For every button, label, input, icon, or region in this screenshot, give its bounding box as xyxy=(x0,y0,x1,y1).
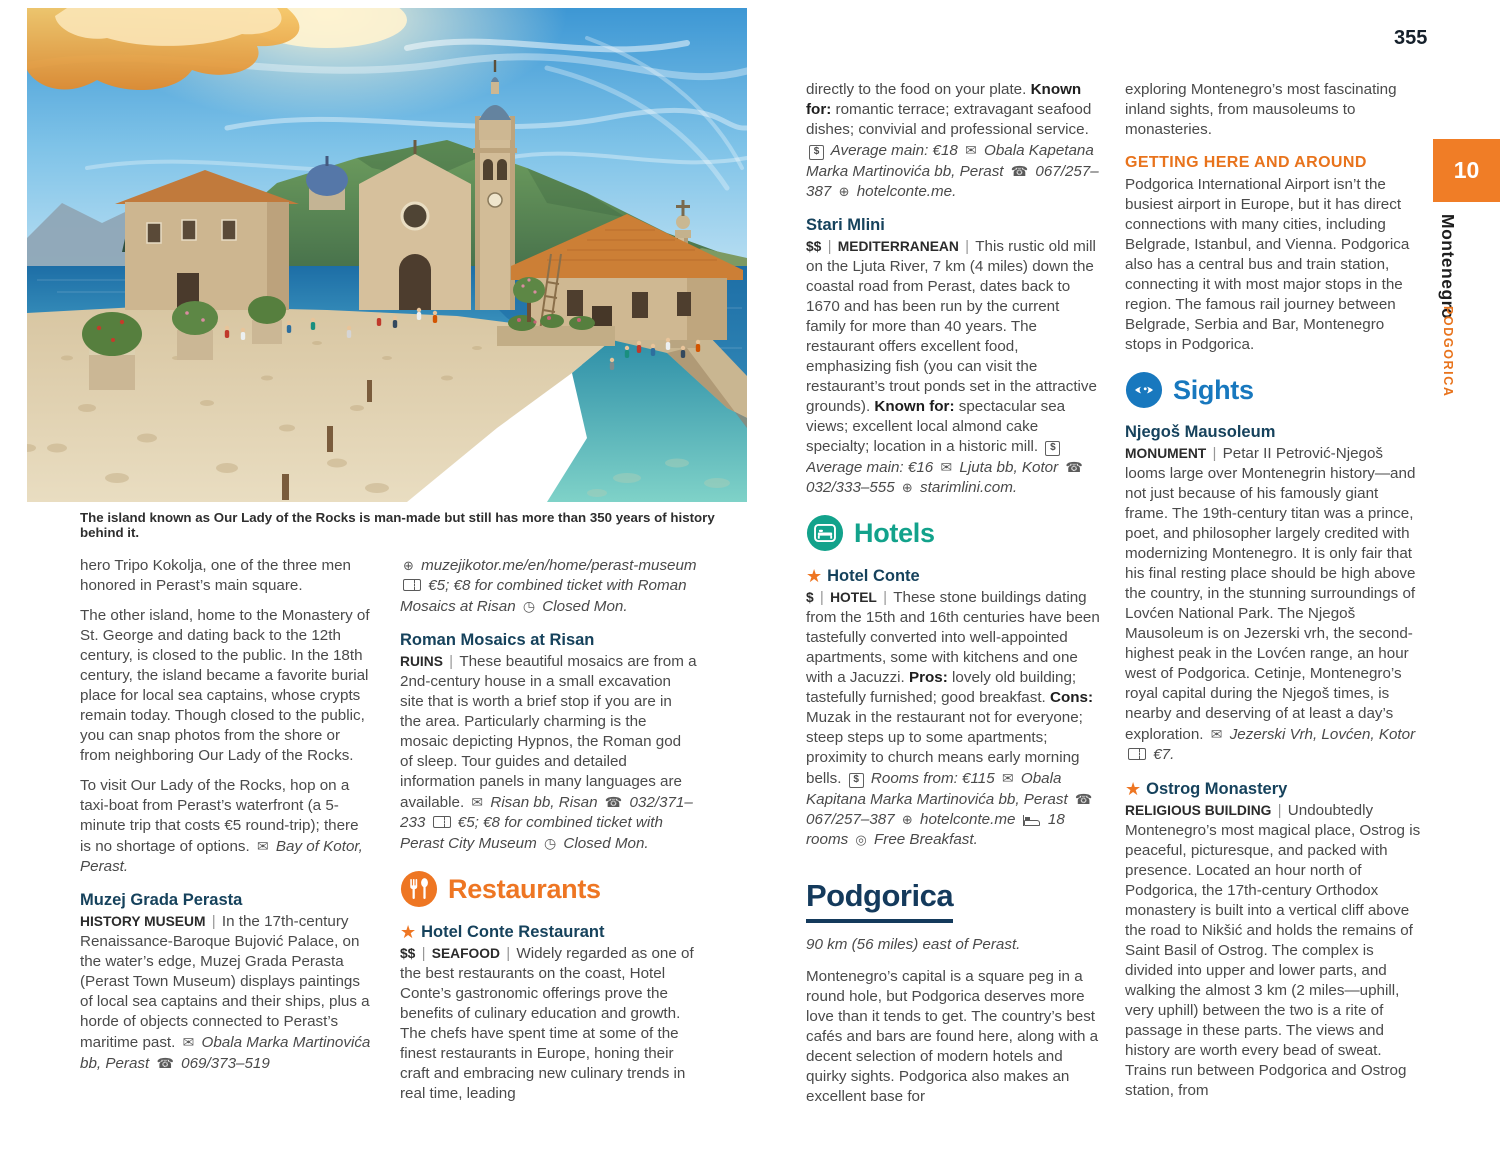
text-run: | xyxy=(1273,802,1286,819)
web-icon: ⊕ xyxy=(901,812,913,827)
listing-title-stari-mlini: Stari Mlini xyxy=(806,216,885,234)
text-run: 067/257–387 xyxy=(806,811,899,828)
text-run: hotelconte.me. xyxy=(852,183,957,200)
text-run: | xyxy=(207,913,220,930)
phone-icon: ☎ xyxy=(156,1055,174,1071)
listing-paragraph xyxy=(400,652,697,854)
listing-paragraph xyxy=(806,237,1103,498)
text-run: starimlini.com. xyxy=(915,479,1018,496)
paragraph xyxy=(1125,175,1422,355)
text-column-1 xyxy=(80,556,373,1141)
phone-icon: ☎ xyxy=(1010,163,1029,179)
section-header-restaurants xyxy=(400,870,697,908)
distance-note xyxy=(806,935,1103,955)
text-run: Average main: €18 xyxy=(827,142,963,159)
chapter-name-vertical: Montenegro xyxy=(1438,214,1458,320)
text-run: | xyxy=(501,945,515,962)
text-run: hero Tripo Kokolja, one of the three men honored in Perast’s main square. xyxy=(80,557,352,594)
text-run: Bay of Kotor, Perast. xyxy=(80,838,363,875)
listing-paragraph-continuation xyxy=(806,80,1103,202)
price-icon: $ xyxy=(1045,441,1060,456)
listing-title-roman-mosaics: Roman Mosaics at Risan xyxy=(400,631,595,649)
photo-caption: The island known as Our Lady of the Rocks is man-made but still has more than 350 years of history behind it. xyxy=(80,510,715,540)
text-run: $ xyxy=(806,590,814,605)
web-icon: ⊕ xyxy=(403,558,414,573)
chapter-tab xyxy=(1433,139,1500,202)
price-icon: $ xyxy=(809,145,824,160)
text-run: 069/373–519 xyxy=(176,1055,270,1072)
island-photo xyxy=(27,8,747,502)
text-run: muzejikotor.me/en/home/perast-museum xyxy=(416,557,697,574)
phone-icon: ☎ xyxy=(1065,459,1083,475)
text-run: 032/333–555 xyxy=(806,479,899,496)
listing-paragraph xyxy=(400,944,697,1104)
web-icon: ⊕ xyxy=(901,480,913,495)
listing-title-text: Hotel Conte Restaurant xyxy=(421,923,605,941)
restaurants-icon xyxy=(400,870,438,908)
text-run: 032/371–233 xyxy=(400,794,693,831)
clock-icon: ◷ xyxy=(522,598,536,614)
text-run: Free Breakfast. xyxy=(869,831,978,848)
listing-title-text: Hotel Conte xyxy=(827,567,920,585)
text-run: Cons: xyxy=(1050,689,1094,706)
section-header-hotels xyxy=(806,514,1103,552)
text-run: Risan bb, Risan xyxy=(486,794,602,811)
text-run: | xyxy=(815,589,829,606)
text-run: HISTORY MUSEUM xyxy=(80,914,206,929)
sights-icon xyxy=(1125,371,1163,409)
text-run: | xyxy=(878,589,892,606)
text-run: 18 rooms xyxy=(806,811,1065,848)
envelope-icon: ✉ xyxy=(1210,726,1223,742)
text-run: €5; €8 for combined ticket with Roman Mosaics at Risan xyxy=(400,577,687,615)
text-run: To visit Our Lady of the Rocks, hop on a taxi-boat from Perast’s waterfront (a 5-minute trip that costs €5 round-trip); there is no shortage of options. xyxy=(80,777,359,855)
text-run: Petar II Petrović-Njegoš looms large over Montenegrin history—and not just because of his famously giant frame. The 19th-century titan was a prince, poet, and philosopher largely credited with modernizing Montenegro. It is only fair that his final resting place should be high above the country, in the stunning surroundings of Lovćen National Park. The Njegoš Mausoleum is on Jezerski vrh, the second-highest peak in the Lovćen range, an hour west of Podgorica. Cetinje, Montenegro’s royal capital during the Njegoš times, is nearby and deserving of at least a day’s exploration. xyxy=(1125,445,1416,743)
subsection-getting-here: GETTING HERE AND AROUND xyxy=(1125,154,1367,171)
listing-paragraph xyxy=(1125,801,1422,1101)
listing-contact-continuation xyxy=(400,556,697,617)
listing-title-muzej-grada-perasta: Muzej Grada Perasta xyxy=(80,891,243,909)
text-run: Obala Kapitana Marka Martinovića bb, Perast xyxy=(806,770,1072,808)
text-run: MEDITERRANEAN xyxy=(837,239,959,254)
text-column-2 xyxy=(400,556,697,1141)
meal-icon: ◎ xyxy=(855,832,867,847)
text-run: spectacular sea views; excellent local almond cake specialty; location in a historic mill. xyxy=(806,398,1066,455)
text-run: Closed Mon. xyxy=(559,835,649,852)
text-run: €5; €8 for combined ticket with Perast City Museum xyxy=(400,814,663,852)
text-run: MONUMENT xyxy=(1125,446,1207,461)
section-name-vertical: PODGORICA xyxy=(1441,306,1455,398)
text-run: Obala Kapetana Marka Martinovića bb, Perast xyxy=(806,142,1094,180)
text-run: RELIGIOUS BUILDING xyxy=(1125,803,1272,818)
web-icon: ⊕ xyxy=(838,184,850,199)
text-run: Ljuta bb, Kotor xyxy=(955,459,1063,476)
envelope-icon: ✉ xyxy=(256,838,269,854)
text-run: Closed Mon. xyxy=(538,598,628,615)
listing-title-text: Ostrog Monastery xyxy=(1146,780,1288,798)
text-run: exploring Montenegro’s most fascinating inland sights, from mausoleums to monasteries. xyxy=(1125,81,1397,138)
our-lady-of-the-rocks-illustration xyxy=(27,8,747,502)
text-run: Known for: xyxy=(874,398,955,415)
envelope-icon: ✉ xyxy=(965,142,977,158)
ticket-icon xyxy=(433,816,451,828)
text-run: Montenegro’s capital is a square peg in a round hole, but Podgorica deserves more love than it tends to get. The country’s best cafés and bars are found here, along with a decent selection of modern hotels and quirky sights. Podgorica also makes an excellent base for xyxy=(806,968,1099,1105)
listing-title-hotel-conte xyxy=(806,565,1103,586)
text-run: | xyxy=(823,238,836,255)
envelope-icon: ✉ xyxy=(940,459,953,475)
paragraph xyxy=(80,606,373,766)
text-run: These beautiful mosaics are from a 2nd-century house in a small excavation site that is worth a brief stop if you are in the area. Particularly charming is the mosaic depicting Hypnos, the Roman god of sleep. Tour guides and detailed information panels in many languages are available. xyxy=(400,653,697,811)
text-run: Obala Marka Martinovića bb, Perast xyxy=(80,1034,371,1072)
text-run: Muzak in the restaurant not for everyone; steep steps up to some apartments; proximity to church means early morning bells. xyxy=(806,709,1083,787)
text-run: 90 km (56 miles) east of Perast. xyxy=(806,936,1021,953)
text-run: Undoubtedly Montenegro’s most magical place, Ostrog is peaceful, picturesque, and packed with presence. Located an hour north of Podgorica, the 17th-century Orthodox monastery is built into a vertical cliff above the road to Nikšić and holds the remains of Saint Basil of Ostrog. The complex is divided into upper and lower parts, and walking the almost 3 km (2 miles—uphill, very uphill) between the two is a rite of passage in these parts. The views and history are worth every bead of sweat. Trains run between Podgorica and Ostrog station, from xyxy=(1125,802,1421,1099)
text-run: $$ xyxy=(806,239,822,254)
listing-paragraph xyxy=(80,912,373,1074)
listing-paragraph xyxy=(806,588,1103,850)
listing-paragraph xyxy=(1125,444,1422,765)
text-run: Average main: €16 xyxy=(806,459,938,476)
price-icon: $ xyxy=(849,773,864,788)
ticket-icon xyxy=(1128,748,1146,760)
page-number: 355 xyxy=(1394,27,1428,49)
section-title: Sights xyxy=(1173,374,1254,405)
chapter-number: 10 xyxy=(1453,157,1480,183)
text-run: In the 17th-century Renaissance-Baroque Bujović Palace, on the water’s edge, Muzej Grada Perasta (Perast Town Museum) displays paintings of local sea captains and their ships, plus a horde of objects connected to Perast’s maritime past. xyxy=(80,913,370,1051)
section-title: Restaurants xyxy=(448,873,601,904)
hotels-icon xyxy=(806,514,844,552)
envelope-icon: ✉ xyxy=(1001,770,1014,786)
section-header-sights xyxy=(1125,371,1422,409)
envelope-icon: ✉ xyxy=(182,1034,195,1050)
paragraph xyxy=(806,967,1103,1107)
listing-title-hotel-conte-restaurant xyxy=(400,921,697,942)
text-column-4 xyxy=(1125,80,1422,1142)
text-run: romantic terrace; extravagant seafood dishes; convivial and professional service. xyxy=(806,101,1092,138)
fodors-choice-star-icon: ★ xyxy=(400,922,417,942)
text-run: hotelconte.me xyxy=(915,811,1020,828)
text-run: | xyxy=(960,238,974,255)
clock-icon: ◷ xyxy=(543,835,557,851)
envelope-icon: ✉ xyxy=(471,794,484,810)
city-title-podgorica: Podgorica xyxy=(806,880,953,923)
text-run: | xyxy=(444,653,458,670)
ticket-icon xyxy=(403,579,421,591)
text-run: | xyxy=(1208,445,1221,462)
paragraph xyxy=(80,776,373,877)
text-run: HOTEL xyxy=(830,590,877,605)
paragraph xyxy=(80,556,373,596)
text-run: Jezerski Vrh, Lovćen, Kotor xyxy=(1225,726,1416,743)
text-column-3 xyxy=(806,80,1103,1142)
text-run: 067/257–387 xyxy=(806,163,1099,200)
phone-icon: ☎ xyxy=(604,794,623,810)
text-run: RUINS xyxy=(400,654,443,669)
text-run: SEAFOOD xyxy=(431,946,500,961)
text-run: Known for: xyxy=(806,81,1082,118)
section-title: Hotels xyxy=(854,517,935,548)
text-run: Podgorica International Airport isn’t the busiest airport in Europe, but it has direct connections with many cities, including Belgrade, Istanbul, and Vienna. Podgorica also has a central bus and train station, connecting it with most major stops in the region. The famous rail journey between Belgrade, Serbia and Bar, Montenegro stops in Podgorica. xyxy=(1125,176,1410,353)
text-run: These stone buildings dating from the 15th and 16th centuries have been tastefully converted into well-appointed apartments, some with kitchens and one with a Jacuzzi. xyxy=(806,589,1100,686)
text-run: This rustic old mill on the Ljuta River, 7 km (4 miles) down the coastal road from Perast, dates back to 1670 and has been run by the current family for more than 40 years. The restaurant offers excellent food, emphasizing fish (you can visit the restaurant’s trout ponds set in the attractive grounds). xyxy=(806,238,1097,415)
fodors-choice-star-icon: ★ xyxy=(806,566,823,586)
text-run: lovely old building; tastefully furnished; good breakfast. xyxy=(806,669,1077,706)
text-run: Rooms from: €115 xyxy=(866,770,999,787)
text-run: Pros: xyxy=(908,669,948,686)
fodors-choice-star-icon: ★ xyxy=(1125,779,1142,799)
text-run: The other island, home to the Monastery of St. George and dating back to the 12th century, is closed to the public. In the 18th century, the island became a favorite burial place for local sea captains, whose crypts remain today. Though closed to the public, you can snap photos from the shore or from neighboring Our Lady of the Rocks. xyxy=(80,607,370,764)
listing-title-ostrog-monastery xyxy=(1125,778,1422,799)
text-run: | xyxy=(417,945,430,962)
listing-title-njegos-mausoleum: Njegoš Mausoleum xyxy=(1125,423,1276,441)
text-run: $$ xyxy=(400,946,416,961)
text-run: Widely regarded as one of the best restaurants on the coast, Hotel Conte’s gastronomic offerings prove the benefits of culinary education and growth. The chefs have spent time at some of the finest restaurants in Europe, honing their craft and embracing new culinary trends in real time, leading xyxy=(400,945,694,1102)
bed-icon xyxy=(1023,815,1041,826)
text-run: directly to the food on your plate. xyxy=(806,81,1031,98)
text-run: €7. xyxy=(1149,746,1175,763)
paragraph-continuation xyxy=(1125,80,1422,140)
phone-icon: ☎ xyxy=(1074,791,1093,807)
